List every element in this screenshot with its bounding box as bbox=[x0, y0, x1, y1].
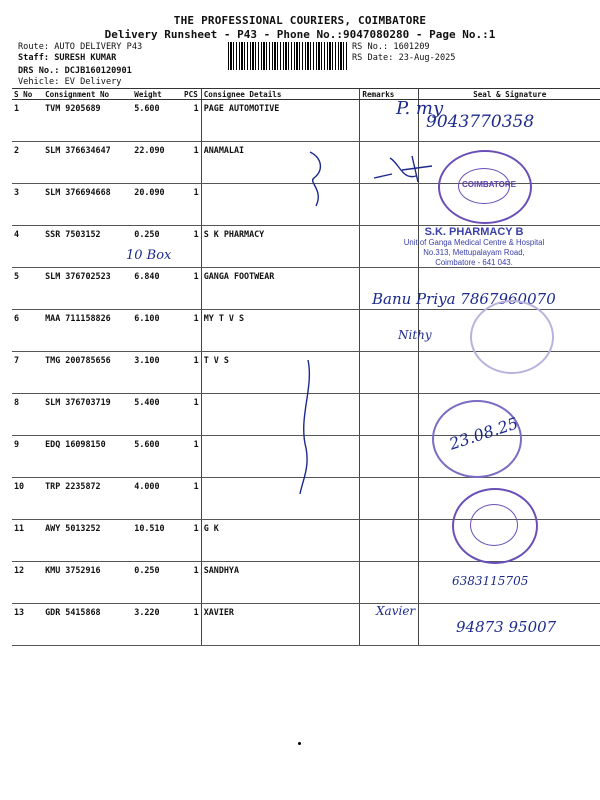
row-consignee bbox=[201, 184, 360, 226]
runsheet-subtitle: Delivery Runsheet - P43 - Phone No.:9047080280 - Page No.:1 bbox=[104, 28, 496, 41]
date-row9: 23.08.25 bbox=[446, 413, 521, 454]
signature-row1: P. my bbox=[396, 98, 444, 119]
row-sno: 12 bbox=[12, 562, 43, 604]
route-label: Route: AUTO DELIVERY P43 bbox=[18, 42, 143, 52]
barcode-image bbox=[228, 42, 348, 70]
table-header-row bbox=[12, 89, 600, 100]
row-remarks bbox=[360, 478, 419, 520]
row-consignment-no: SSR 7503152 bbox=[43, 226, 132, 268]
stray-dot bbox=[298, 742, 301, 745]
row-weight: 6.100 bbox=[132, 310, 182, 352]
row-sno: 9 bbox=[12, 436, 43, 478]
row-consignment-no: SLM 376634647 bbox=[43, 142, 132, 184]
col-weight: Weight bbox=[132, 89, 182, 100]
long-scribble bbox=[290, 358, 320, 498]
row-remarks bbox=[360, 562, 419, 604]
phone-row13: 94873 95007 bbox=[456, 618, 557, 636]
anamallais-seal-text: COIMBATORE bbox=[462, 180, 516, 189]
row-weight: 20.090 bbox=[132, 184, 182, 226]
row-remarks bbox=[360, 436, 419, 478]
row-sno: 5 bbox=[12, 268, 43, 310]
faded-seal-row6 bbox=[470, 300, 554, 374]
row-consignment-no: EDQ 16098150 bbox=[43, 436, 132, 478]
row-consignee: PAGE AUTOMOTIVE bbox=[201, 100, 360, 142]
phone-row12: 6383115705 bbox=[452, 574, 529, 588]
staff-label: Staff: SURESH KUMAR bbox=[18, 53, 117, 63]
row-weight: 3.100 bbox=[132, 352, 182, 394]
row-sno: 7 bbox=[12, 352, 43, 394]
row-consignment-no: TMG 200785656 bbox=[43, 352, 132, 394]
row-sno: 1 bbox=[12, 100, 43, 142]
row-sno: 10 bbox=[12, 478, 43, 520]
row-consignment-no: TVM 9205689 bbox=[43, 100, 132, 142]
row-sno: 13 bbox=[12, 604, 43, 646]
row-consignment-no: AWY 5013252 bbox=[43, 520, 132, 562]
rs-number: RS No.: 1601209 bbox=[352, 42, 430, 52]
row-weight: 4.000 bbox=[132, 478, 182, 520]
row-sno: 6 bbox=[12, 310, 43, 352]
row-weight: 0.250 bbox=[132, 562, 182, 604]
note-10-box: 10 Box bbox=[126, 248, 172, 263]
row-pcs: 1 bbox=[182, 226, 201, 268]
signature-row5: Banu Priya 7867960070 bbox=[372, 290, 556, 308]
row-remarks bbox=[360, 394, 419, 436]
sk-stamp-line1: Unit of Ganga Medical Centre & Hospital bbox=[403, 238, 545, 247]
row-consignee: T V S bbox=[201, 352, 360, 394]
sk-stamp-line2: No.313, Mettupalayam Road, bbox=[423, 248, 525, 257]
row-consignee: SANDHYA bbox=[201, 562, 360, 604]
row-consignee: G K bbox=[201, 520, 360, 562]
col-pcs: PCS bbox=[182, 89, 201, 100]
row-pcs: 1 bbox=[182, 352, 201, 394]
row-consignee bbox=[201, 478, 360, 520]
row-pcs: 1 bbox=[182, 520, 201, 562]
row-pcs: 1 bbox=[182, 604, 201, 646]
col-sno: S No bbox=[12, 89, 43, 100]
row-pcs: 1 bbox=[182, 394, 201, 436]
row-sno: 3 bbox=[12, 184, 43, 226]
row-remarks bbox=[360, 520, 419, 562]
row-weight: 3.220 bbox=[132, 604, 182, 646]
row-consignee: ANAMALAI bbox=[201, 142, 360, 184]
row-pcs: 1 bbox=[182, 268, 201, 310]
row-pcs: 1 bbox=[182, 310, 201, 352]
row-pcs: 1 bbox=[182, 142, 201, 184]
bracket-scribble bbox=[300, 150, 330, 210]
col-consignment: Consignment No bbox=[43, 89, 132, 100]
row-consignee: MY T V S bbox=[201, 310, 360, 352]
sk-pharmacy-stamp bbox=[384, 226, 564, 268]
row-consignment-no: MAA 711158826 bbox=[43, 310, 132, 352]
sk-stamp-title: S.K. PHARMACY B bbox=[424, 226, 524, 238]
row-consignment-no: SLM 376703719 bbox=[43, 394, 132, 436]
row-weight: 22.090 bbox=[132, 142, 182, 184]
row-consignee bbox=[201, 436, 360, 478]
row-weight: 10.510 bbox=[132, 520, 182, 562]
signature-row2-icon bbox=[372, 150, 442, 190]
row-sno: 4 bbox=[12, 226, 43, 268]
signature-row13: Xavier bbox=[376, 604, 416, 618]
row-consignment-no: KMU 3752916 bbox=[43, 562, 132, 604]
row-pcs: 1 bbox=[182, 478, 201, 520]
col-consignee: Consignee Details bbox=[201, 89, 360, 100]
row-weight: 0.250 bbox=[132, 226, 182, 268]
row-sno: 11 bbox=[12, 520, 43, 562]
col-signature: Seal & Signature bbox=[419, 89, 600, 100]
row-pcs: 1 bbox=[182, 436, 201, 478]
row-pcs: 1 bbox=[182, 184, 201, 226]
sk-stamp-line3: Coimbatore - 641 043. bbox=[435, 258, 513, 267]
vehicle-label: Vehicle: EV Delivery bbox=[18, 77, 122, 87]
row-weight: 5.600 bbox=[132, 436, 182, 478]
gk-seal-inner bbox=[470, 504, 518, 546]
drs-number: DRS No.: DCJB160120901 bbox=[18, 66, 132, 76]
row-weight: 5.400 bbox=[132, 394, 182, 436]
row-pcs: 1 bbox=[182, 100, 201, 142]
rs-date: RS Date: 23-Aug-2025 bbox=[352, 53, 456, 63]
row-consignment-no: TRP 2235872 bbox=[43, 478, 132, 520]
row-weight: 6.840 bbox=[132, 268, 182, 310]
row-remarks bbox=[360, 352, 419, 394]
signature-row6: Nithy bbox=[398, 328, 432, 342]
row-consignment-no: SLM 376702523 bbox=[43, 268, 132, 310]
row-consignee bbox=[201, 394, 360, 436]
row-sno: 2 bbox=[12, 142, 43, 184]
row-consignee: XAVIER bbox=[201, 604, 360, 646]
row-weight: 5.600 bbox=[132, 100, 182, 142]
row-consignee: GANGA FOOTWEAR bbox=[201, 268, 360, 310]
runsheet-title: THE PROFESSIONAL COURIERS, COIMBATORE bbox=[173, 14, 427, 27]
row-pcs: 1 bbox=[182, 562, 201, 604]
row-consignee: S K PHARMACY bbox=[201, 226, 360, 268]
row-sno: 8 bbox=[12, 394, 43, 436]
row-consignment-no: GDR 5415868 bbox=[43, 604, 132, 646]
row-consignment-no: SLM 376694668 bbox=[43, 184, 132, 226]
col-remarks: Remarks bbox=[360, 89, 419, 100]
phone-row1: 9043770358 bbox=[426, 112, 535, 132]
